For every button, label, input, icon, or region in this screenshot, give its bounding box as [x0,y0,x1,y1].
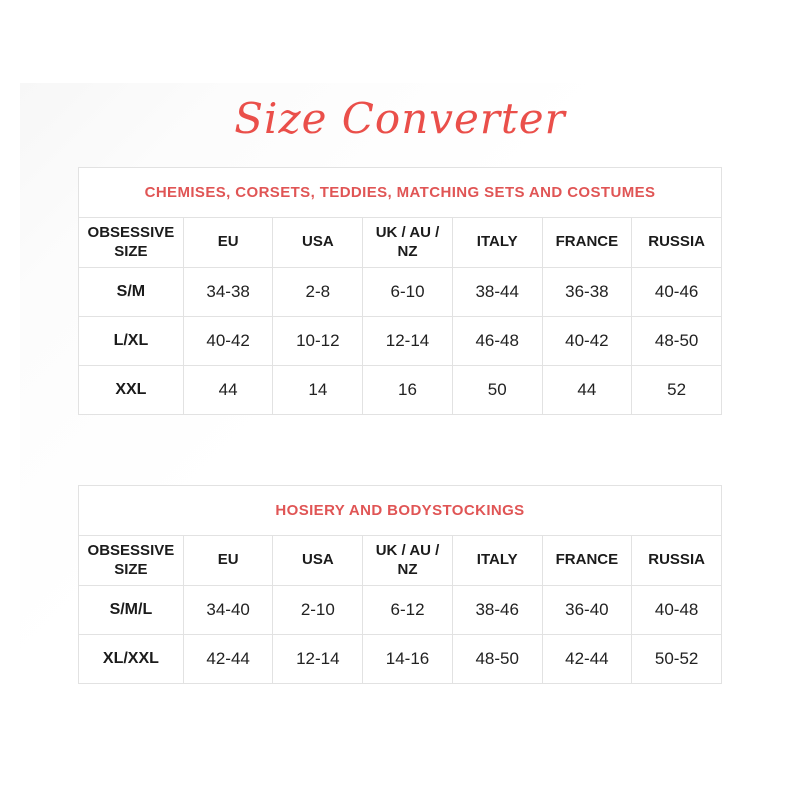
size-cell: 38-44 [452,268,542,317]
row-label: L/XL [79,317,184,366]
size-cell: 36-40 [542,586,632,635]
size-cell: 52 [632,366,722,415]
size-cell: 48-50 [632,317,722,366]
size-cell: 12-14 [363,317,453,366]
column-header-france: FRANCE [542,218,632,268]
size-cell: 38-46 [452,586,542,635]
column-header-usa: USA [273,536,363,586]
column-header-eu: EU [183,218,273,268]
column-header-obsessive-size: OBSESSIVE SIZE [79,536,184,586]
size-cell: 2-10 [273,586,363,635]
row-label: XL/XXL [79,635,184,684]
table-row [79,268,722,317]
column-header-uk-au-nz: UK / AU / NZ [363,218,453,268]
column-header-obsessive-size: OBSESSIVE SIZE [79,218,184,268]
size-cell: 14 [273,366,363,415]
table-row [79,317,722,366]
size-cell: 42-44 [183,635,273,684]
size-cell: 44 [542,366,632,415]
size-cell: 40-46 [632,268,722,317]
size-cell: 48-50 [452,635,542,684]
size-cell: 34-40 [183,586,273,635]
size-cell: 42-44 [542,635,632,684]
size-cell: 36-38 [542,268,632,317]
table-row [79,366,722,415]
column-header-row [79,536,722,586]
size-cell: 16 [363,366,453,415]
size-cell: 50-52 [632,635,722,684]
size-cell: 40-42 [183,317,273,366]
row-label: S/M [79,268,184,317]
page-title: Size Converter [234,94,566,143]
column-header-italy: ITALY [452,536,542,586]
column-header-uk-au-nz: UK / AU / NZ [363,536,453,586]
row-label: XXL [79,366,184,415]
column-header-italy: ITALY [452,218,542,268]
table-caption: HOSIERY AND BODYSTOCKINGS [79,486,722,536]
size-cell: 10-12 [273,317,363,366]
table-row [79,586,722,635]
column-header-russia: RUSSIA [632,536,722,586]
size-cell: 46-48 [452,317,542,366]
column-header-russia: RUSSIA [632,218,722,268]
size-cell: 6-10 [363,268,453,317]
column-header-row [79,218,722,268]
size-cell: 6-12 [363,586,453,635]
size-cell: 40-48 [632,586,722,635]
size-cell: 12-14 [273,635,363,684]
size-cell: 2-8 [273,268,363,317]
column-header-france: FRANCE [542,536,632,586]
size-cell: 34-38 [183,268,273,317]
table-row [79,635,722,684]
size-cell: 14-16 [363,635,453,684]
column-header-usa: USA [273,218,363,268]
size-cell: 40-42 [542,317,632,366]
table-caption-row [79,168,722,218]
column-header-eu: EU [183,536,273,586]
size-cell: 50 [452,366,542,415]
chemises-size-table [78,167,722,415]
table-caption: CHEMISES, CORSETS, TEDDIES, MATCHING SETS AND COSTUMES [79,168,722,218]
row-label: S/M/L [79,586,184,635]
size-cell: 44 [183,366,273,415]
table-caption-row [79,486,722,536]
hosiery-size-table [78,485,722,684]
